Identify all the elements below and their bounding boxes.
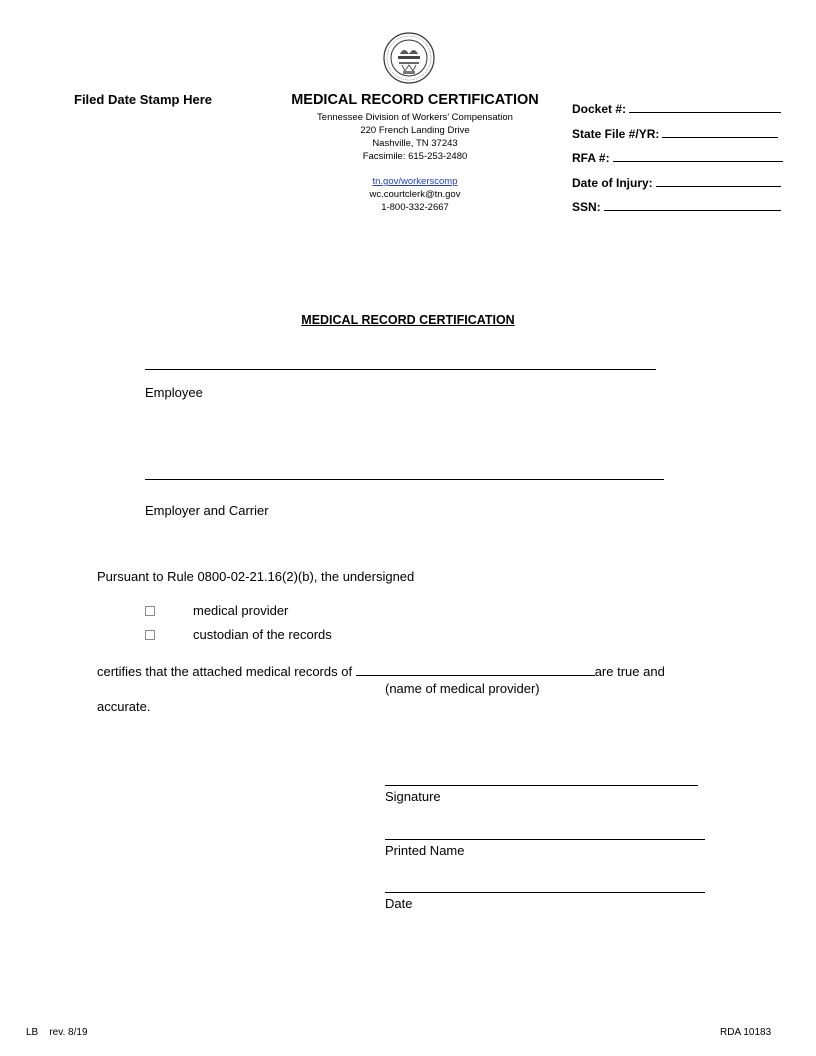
phone-number: 1-800-332-2667 (381, 202, 449, 213)
employee-label: Employee (145, 385, 203, 400)
employer-label: Employer and Carrier (145, 503, 269, 518)
date-blank[interactable] (385, 892, 705, 893)
rule-intro: Pursuant to Rule 0800-02-21.16(2)(b), the undersigned (97, 569, 415, 584)
rfa-label: RFA #: (572, 151, 610, 165)
docket-field[interactable] (572, 100, 783, 125)
provider-caption: (name of medical provider) (385, 681, 540, 696)
footer-form-number: RDA 10183 (720, 1027, 772, 1038)
custodian-checkbox[interactable] (145, 630, 155, 640)
employer-blank[interactable] (145, 479, 664, 480)
rfa-field[interactable] (572, 149, 783, 174)
docket-blank[interactable] (629, 100, 781, 113)
printed-name-blank[interactable] (385, 839, 705, 840)
agency-name: Tennessee Division of Workers’ Compensation (317, 112, 513, 123)
employee-blank[interactable] (145, 369, 656, 370)
signature-blank[interactable] (385, 785, 698, 786)
ssn-label: SSN: (572, 200, 601, 214)
form-title: MEDICAL RECORD CERTIFICATION (291, 92, 539, 108)
date-of-injury-field[interactable] (572, 174, 783, 199)
state-file-field[interactable] (572, 125, 783, 150)
certification-statement (97, 663, 665, 679)
state-seal-logo (383, 32, 435, 84)
case-fields (572, 100, 783, 223)
statement-suffix: are true and (594, 664, 665, 679)
filed-date-stamp-label: Filed Date Stamp Here (74, 92, 212, 107)
state-file-label: State File #/YR: (572, 126, 660, 141)
provider-name-blank[interactable] (356, 663, 595, 676)
medical-provider-checkbox[interactable] (145, 606, 155, 616)
fax-number: Facsimile: 615-253-2480 (362, 151, 468, 162)
printed-name-label: Printed Name (385, 843, 465, 858)
address-line-1: 220 French Landing Drive (360, 125, 470, 136)
medical-provider-option: medical provider (193, 603, 289, 618)
footer-revision: LB rev. 8/19 (26, 1027, 88, 1038)
ssn-blank[interactable] (604, 198, 781, 211)
state-file-blank[interactable] (662, 125, 778, 138)
statement-end: accurate. (97, 699, 151, 714)
docket-label: Docket #: (572, 102, 627, 116)
section-title: MEDICAL RECORD CERTIFICATION (301, 313, 515, 327)
date-of-injury-label: Date of Injury: (572, 175, 653, 190)
agency-header (285, 92, 545, 214)
website-link[interactable]: tn.gov/workerscomp (372, 176, 458, 187)
date-label: Date (385, 896, 413, 911)
date-of-injury-blank[interactable] (656, 174, 781, 187)
statement-prefix: certifies that the attached medical records of (97, 664, 353, 679)
custodian-option: custodian of the records (193, 627, 332, 642)
address-line-2: Nashville, TN 37243 (372, 138, 458, 149)
signature-label: Signature (385, 789, 441, 804)
email-address: wc.courtclerk@tn.gov (369, 189, 461, 200)
rfa-blank[interactable] (613, 149, 783, 162)
ssn-field[interactable] (572, 198, 783, 223)
